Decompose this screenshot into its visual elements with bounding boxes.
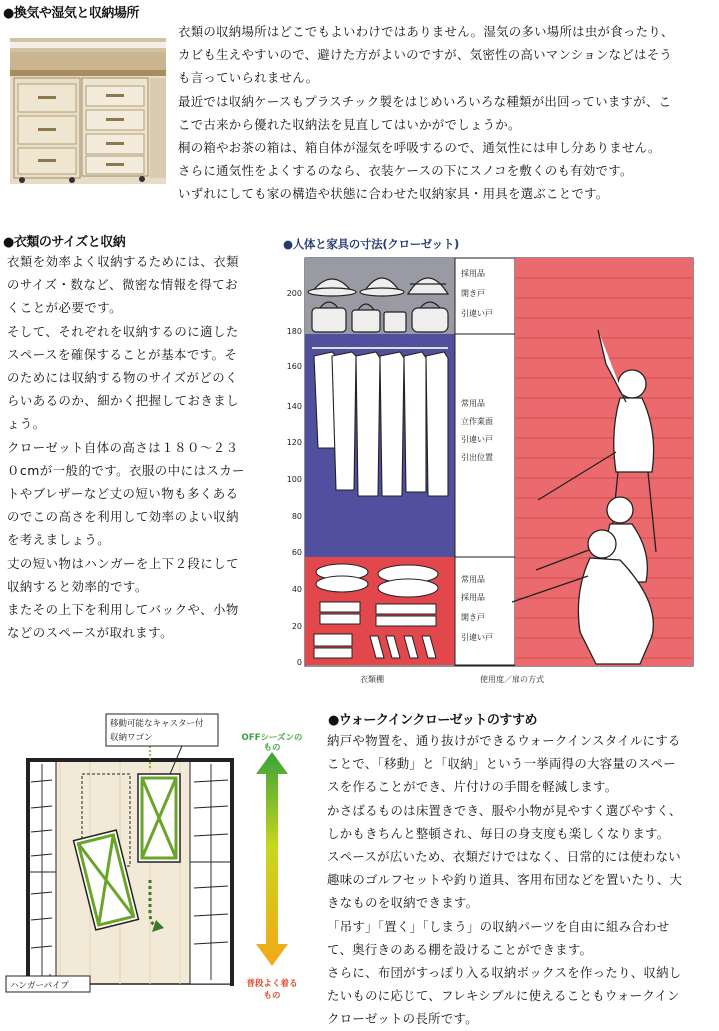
y-tick-label: 20 [291, 622, 302, 631]
paragraph-line: 丈の短い物はハンガーを上下２段にして [7, 555, 240, 571]
middle-label: 常用品 [461, 399, 485, 408]
y-tick-label: 60 [291, 548, 302, 557]
drawer-photo [10, 38, 166, 184]
paragraph-line: きなものを収納できます。 [327, 895, 479, 911]
paragraph-line: 衣類の収納場所はどこでもよいわけではありません。湿気の多い場所は虫が食ったり、 [178, 24, 674, 39]
bottom-label: 引違い戸 [461, 633, 493, 642]
paragraph-line: を考えましょう。 [7, 532, 111, 548]
walk-in-closet-floorplan [0, 712, 318, 1028]
paragraph-line: たいものに応じて、フレキシブルに使えることもウォークイン [327, 988, 680, 1004]
paragraph-line: しかもきちんと整頓され、毎日の身支度も楽しくなります。 [327, 825, 670, 841]
paragraph-line: カビも生えやすいので、避けた方がよいのですが、気密性の高いマンションなどはそう [178, 47, 673, 63]
paragraph-line: そして、それぞれを収納するのに適した [7, 323, 239, 339]
top-label: 引違い戸 [461, 309, 493, 318]
frequency-arrow-icon [256, 752, 288, 966]
paragraph-line: 衣類を効率よく収納するためには、衣類 [7, 254, 240, 269]
paragraph-line: らいあるのか、細かく把握しておきまし [7, 393, 240, 409]
paragraph-line: スを作ることができ、片付けの手間を軽減します。 [327, 779, 618, 795]
paragraph-line: 趣味のゴルフセットや釣り道具、客用布団などを置いたり、大 [327, 872, 683, 888]
paragraph-line: スペースを確保することが基本です。そ [7, 346, 238, 362]
callout-text: 移動可能なキャスター付 [110, 719, 204, 729]
paragraph-line: ことで、「移動」と「収納」という一挙両得の大容量のスペー [327, 756, 676, 772]
top-label: 開き戸 [461, 289, 485, 298]
paragraph-line: も言っていられません。 [178, 70, 319, 86]
paragraph-line: ょう。 [7, 416, 46, 432]
hats-icon [308, 278, 448, 296]
paragraph-line: いずれにしても家の構造や状態に合わせた収納家具・用具を選ぶことです。 [178, 186, 609, 202]
paragraph-line: のためには収納する物のサイズがどのく [7, 370, 239, 386]
paragraph-line: スペースが広いため、衣類だけではなく、日常的には使わない [327, 849, 681, 865]
paragraph-line: 最近では収納ケースもプラスチック製をはじめいろいろな種類が出回っていますが、こ [178, 93, 672, 109]
off-season-label: OFFシーズンの [241, 733, 303, 743]
paragraph-line: こで古来から優れた収納法を見直してはいかがでしょうか。 [178, 116, 521, 132]
y-tick-label: 200 [286, 289, 302, 298]
paragraph-line: クローゼットの長所です。 [327, 1011, 478, 1027]
paragraph-line: 「吊す」「置く」「しまう」の収納パーツを自由に組み合わせ [327, 918, 670, 934]
y-tick-label: 0 [296, 658, 302, 667]
y-tick-label: 160 [286, 362, 302, 371]
paragraph-line: くことが必要です。 [7, 300, 123, 316]
paragraph-line: 桐の箱やお茶の箱は、箱自体が湿気を呼吸するので、通気性には申し分ありません。 [178, 140, 661, 156]
closet-dimension-diagram [280, 252, 700, 692]
frequent-use-label: もの [263, 991, 281, 1001]
x-label-left: 衣類棚 [360, 675, 384, 684]
section2-heading: ●衣類のサイズと収納 [3, 235, 126, 250]
paragraph-line: 収納すると効率的です。 [7, 578, 148, 594]
y-tick-label: 180 [286, 327, 302, 336]
y-tick-label: 100 [286, 475, 302, 484]
middle-label: 引出位置 [461, 453, 493, 462]
wagon-box-icon [138, 774, 180, 862]
top-label: 採用品 [461, 269, 485, 278]
section2-body [7, 250, 245, 644]
paragraph-line: トやブレザーなど丈の短い物も多くある [7, 486, 239, 502]
y-tick-label: 140 [286, 402, 302, 411]
paragraph-line: のサイズ・数など、微密な情報を得てお [7, 277, 239, 293]
paragraph-line: さらに、布団がすっぽり入る収納ボックスを作ったり、収納し [327, 965, 682, 981]
paragraph-line: のでこの高さを利用して効率のよい収納 [7, 509, 240, 525]
section3-heading: ●ウォークインクローゼットのすすめ [328, 713, 538, 728]
middle-label: 引違い戸 [461, 435, 493, 444]
x-label-right: 使用度／扉の方式 [480, 675, 544, 684]
bottom-label: 採用品 [461, 593, 485, 602]
paragraph-line: クローゼット自体の高さは１８０～２３ [7, 439, 239, 455]
middle-label: 立作業面 [461, 417, 493, 426]
paragraph-line: 納戸や物置を、通り抜けができるウォークインスタイルにする [327, 733, 681, 748]
paragraph-line: ０cmが一般的です。衣服の中にはスカー [7, 462, 246, 478]
bottom-label: 開き戸 [461, 613, 485, 622]
paragraph-line: またその上下を利用してバックや、小物 [7, 602, 239, 618]
section1-body [178, 20, 674, 206]
paragraph-line: て、奥行きのある棚を設けることができます。 [327, 941, 593, 957]
closet-chart-title: ●人体と家具の寸法(クローゼット) [283, 237, 459, 251]
y-tick-label: 80 [291, 512, 302, 521]
paragraph-line: などのスペースが取れます。 [7, 625, 173, 641]
y-tick-label: 120 [286, 438, 302, 447]
section3-body [327, 729, 682, 1031]
callout-text: 収納ワゴン [110, 733, 153, 743]
hanger-pipe-label: ハンガーパイプ [10, 981, 69, 991]
paragraph-line: かさばるものは床置きでき、服や小物が見やすく選びやすく、 [327, 802, 682, 818]
y-tick-label: 40 [291, 585, 302, 594]
paragraph-line: さらに通気性をよくするのなら、衣装ケースの下にスノコを敷くのも有効です。 [178, 163, 633, 179]
section1-heading: ●換気や湿気と収納場所 [3, 6, 139, 21]
off-season-label: もの [263, 743, 281, 753]
bottom-label: 常用品 [461, 575, 485, 584]
frequent-use-label: 普段よく着る [246, 979, 298, 989]
